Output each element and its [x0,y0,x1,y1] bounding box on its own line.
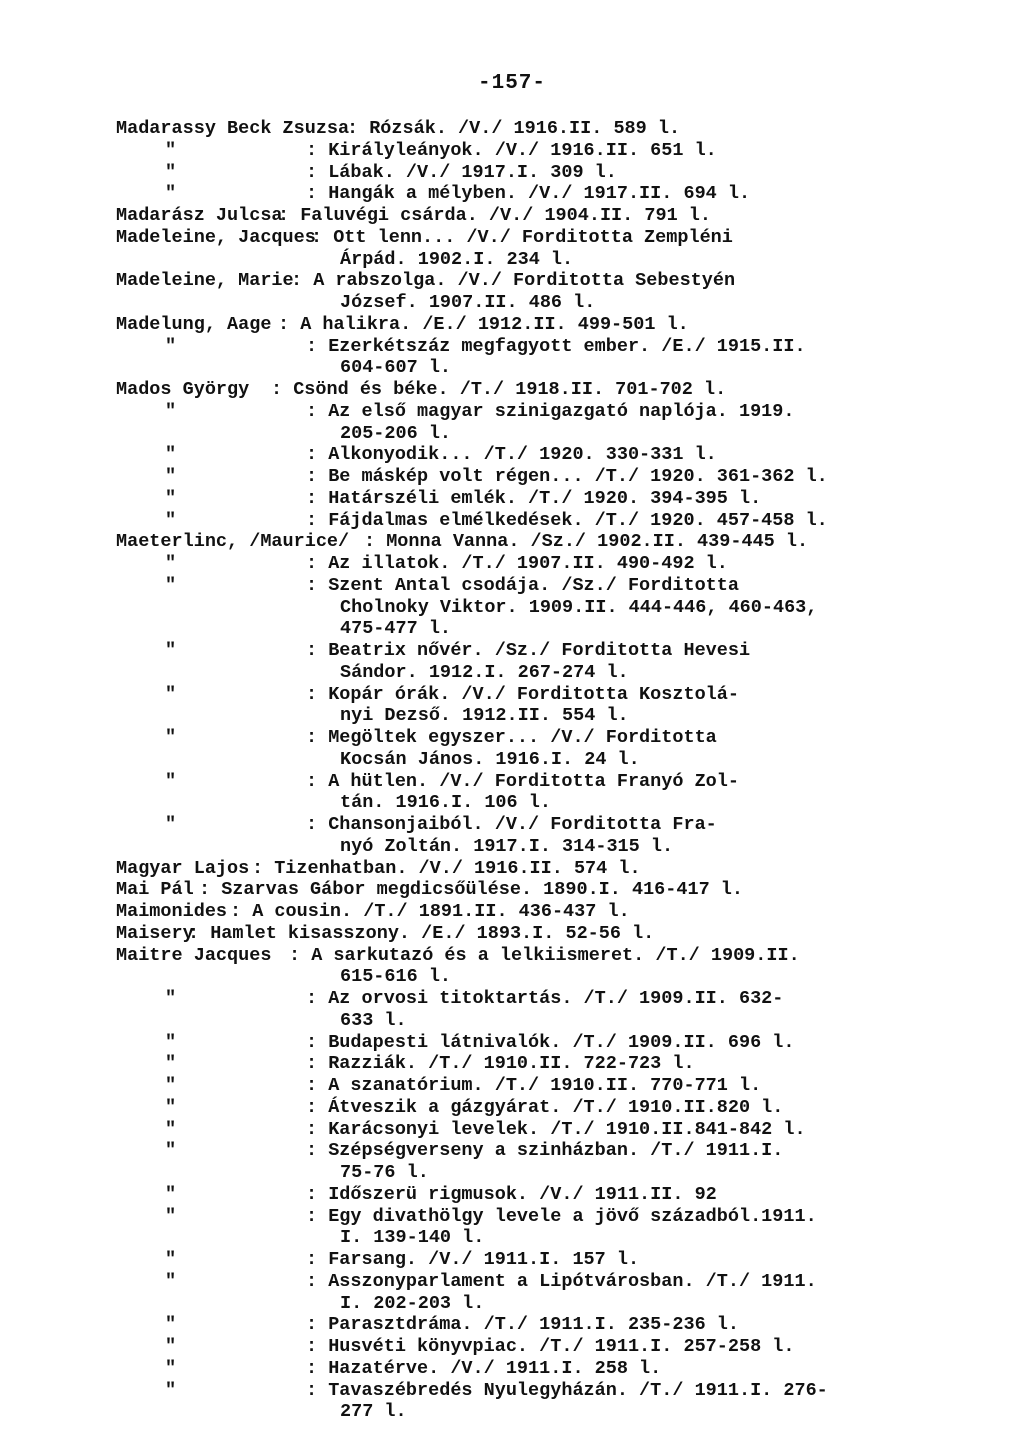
ditto-mark: " [165,640,177,661]
entry-line [0,1271,1024,1293]
entry-text: : Budapesti látnivalók. /T./ 1909.II. 696 l. [306,1031,795,1053]
entry-continuation: nyi Dezső. 1912.II. 554 l. [340,705,629,727]
entry-line [0,1314,1024,1336]
entry-line [0,466,1024,488]
entry-line [0,1010,1024,1032]
author-name: Maeterlinc, /Maurice/ [116,531,350,553]
entry-text: : A sarkutazó és a lelkiismeret. /T./ 1909.II. [289,944,800,966]
entry-continuation: József. 1907.II. 486 l. [340,292,596,313]
entry-line [0,531,1024,553]
ditto-mark: " [165,1075,177,1096]
ditto-mark: " [165,1118,177,1140]
entry-line [0,640,1024,662]
entry-line [0,1401,1024,1423]
page-number: -157- [477,72,546,95]
entry-continuation: 277 l. [340,1401,407,1423]
ditto-mark: " [165,335,177,357]
entry-line [0,879,1024,901]
entry-text: : Szent Antal csodája. /Sz./ Forditotta [306,574,739,596]
entry-text: : Parasztdráma. /T./ 1911.I. 235-236 l. [306,1314,739,1336]
entry-line [0,270,1024,292]
entry-line [0,749,1024,771]
entry-line [0,205,1024,227]
entry-text: : Határszéli emlék. /T./ 1920. 394-395 l. [306,487,762,509]
author-name: Mai Pál [116,879,194,901]
entry-continuation: Cholnoky Viktor. 1909.II. 444-446, 460-463, [340,596,818,618]
entry-text: : Tavaszébredés Nyulegyházán. /T./ 1911.I. 276- [306,1379,828,1401]
entry-text: : Fájdalmas elmélkedések. /T./ 1920. 457-458 l. [306,509,828,531]
entry-continuation: 475-477 l. [340,618,452,640]
entry-line [0,118,1024,140]
entry-line [0,662,1024,684]
entry-line [0,1336,1024,1358]
ditto-mark: " [165,1314,177,1336]
entry-text: : Tizenhatban. /V./ 1916.II. 574 l. [252,857,641,879]
author-name: Madeleine, Marie [116,270,294,292]
author-name: Madarassy Beck Zsuzsa [116,118,350,139]
entry-line [0,923,1024,945]
entry-text: : Beatrix nővér. /Sz./ Forditotta Hevesi [306,640,751,661]
ditto-mark: " [165,1357,177,1379]
entry-line [0,1053,1024,1075]
entry-line [0,814,1024,836]
entry-text: : Faluvégi csárda. /V./ 1904.II. 791 l. [278,205,711,226]
entry-line [0,1119,1024,1141]
ditto-mark: " [165,1031,177,1053]
ditto-mark: " [165,1183,177,1205]
entry-line [0,988,1024,1010]
entry-text: : Az orvosi titoktartás. /T./ 1909.II. 632- [306,988,784,1009]
ditto-mark: " [165,770,177,792]
author-name: Maitre Jacques [116,944,272,966]
entry-continuation: 205-206 l. [340,422,452,444]
entry-line [0,1075,1024,1097]
entry-text: : Hazatérve. /V./ 1911.I. 258 l. [306,1357,662,1379]
entry-text: : Monna Vanna. /Sz./ 1902.II. 439-445 l. [364,531,809,553]
entry-line [0,1206,1024,1228]
entry-continuation: nyó Zoltán. 1917.I. 314-315 l. [340,835,674,857]
ditto-mark: " [165,988,177,1009]
entry-line [0,379,1024,401]
entry-line [0,140,1024,162]
author-name: Maimonides [116,901,228,922]
entry-line [0,966,1024,988]
entry-text: : A halikra. /E./ 1912.II. 499-501 l. [278,313,689,335]
entry-text: : Chansonjaiból. /V./ Forditotta Fra- [306,814,717,835]
entry-line [0,510,1024,532]
ditto-mark: " [165,183,177,205]
entry-line [0,336,1024,358]
author-name: Madeleine, Jacques [116,226,316,248]
entry-continuation: I. 139-140 l. [340,1227,485,1249]
entry-line [0,705,1024,727]
entry-line [0,901,1024,923]
entry-line [0,1097,1024,1119]
entry-line [0,227,1024,249]
entry-line [0,1184,1024,1206]
entry-text: : Farsang. /V./ 1911.I. 157 l. [306,1249,640,1270]
ditto-mark: " [165,814,177,835]
entry-line [0,401,1024,423]
entry-line [0,597,1024,619]
entry-text: : Hamlet kisasszony. /E./ 1893.I. 52-56 l. [188,922,655,944]
entry-text: : Alkonyodik... /T./ 1920. 330-331 l. [306,444,717,466]
bibliography-list [0,118,1024,1423]
entry-line [0,945,1024,967]
entry-continuation: 604-607 l. [340,357,452,379]
author-name: Maisery [116,922,194,944]
entry-text: : Ott lenn... /V./ Forditotta Zempléni [311,226,733,248]
entry-line [0,162,1024,184]
entry-line [0,553,1024,575]
ditto-mark: " [165,1205,177,1227]
entry-text: : Az első magyar szinigazgató naplója. 1919. [306,400,795,422]
entry-text: : Szépségverseny a szinházban. /T./ 1911.I. [306,1140,784,1162]
author-name: Madelung, Aage [116,313,272,335]
entry-line [0,618,1024,640]
entry-text: : A rabszolga. /V./ Forditotta Sebestyén [291,270,736,292]
entry-text: : Átveszik a gázgyárat. /T./ 1910.II.820 l. [306,1096,784,1118]
entry-continuation: Kocsán János. 1916.I. 24 l. [340,748,640,770]
entry-line [0,357,1024,379]
entry-text: : Az illatok. /T./ 1907.II. 490-492 l. [306,553,728,574]
ditto-mark: " [165,1140,177,1162]
entry-line [0,575,1024,597]
entry-line [0,444,1024,466]
entry-text: : Csönd és béke. /T./ 1918.II. 701-702 l. [271,379,727,400]
entry-continuation: 75-76 l. [340,1162,429,1183]
entry-continuation: 615-616 l. [340,966,452,988]
entry-text: : A hütlen. /V./ Forditotta Franyó Zol- [306,770,739,792]
entry-text: : Be máskép volt régen... /T./ 1920. 361-362 l. [306,466,828,487]
entry-line [0,771,1024,793]
ditto-mark: " [165,487,177,509]
entry-line [0,292,1024,314]
ditto-mark: " [165,1270,177,1292]
entry-line [0,836,1024,858]
entry-text: : Hangák a mélyben. /V./ 1917.II. 694 l. [306,183,751,205]
entry-line [0,1358,1024,1380]
entry-line [0,1249,1024,1271]
entry-line [0,1380,1024,1402]
entry-line [0,1293,1024,1315]
entry-text: : Karácsonyi levelek. /T./ 1910.II.841-842 l. [306,1118,806,1140]
entry-line [0,684,1024,706]
author-name: Magyar Lajos [116,857,250,879]
entry-line [0,1140,1024,1162]
entry-line [0,314,1024,336]
author-name: Madarász Julcsa [116,205,283,226]
entry-text: : A szanatórium. /T./ 1910.II. 770-771 l. [306,1075,762,1096]
entry-text: : Razziák. /T./ 1910.II. 722-723 l. [306,1053,695,1075]
ditto-mark: " [165,574,177,596]
entry-text: : Királyleányok. /V./ 1916.II. 651 l. [306,139,717,161]
entry-continuation: I. 202-203 l. [340,1292,485,1314]
author-name: Mados György [116,379,250,400]
entry-line [0,1162,1024,1184]
ditto-mark: " [165,139,177,161]
entry-line [0,1032,1024,1054]
entry-text: : Lábak. /V./ 1917.I. 309 l. [306,161,617,183]
ditto-mark: " [165,1249,177,1270]
ditto-mark: " [165,1379,177,1401]
entry-line [0,423,1024,445]
ditto-mark: " [165,509,177,531]
ditto-mark: " [165,466,177,487]
entry-text: : Szarvas Gábor megdicsőülése. 1890.I. 416-417 l. [199,879,743,901]
entry-text: : Rózsák. /V./ 1916.II. 589 l. [347,118,681,139]
entry-line [0,727,1024,749]
entry-line [0,858,1024,880]
entry-continuation: tán. 1916.I. 106 l. [340,792,551,814]
entry-continuation: Sándor. 1912.I. 267-274 l. [340,661,629,683]
ditto-mark: " [165,1053,177,1075]
entry-line [0,792,1024,814]
entry-line [0,249,1024,271]
ditto-mark: " [165,444,177,466]
ditto-mark: " [165,553,177,574]
entry-line [0,488,1024,510]
ditto-mark: " [165,1336,177,1357]
entry-text: : Egy divathölgy levele a jövő századból.1911. [306,1205,817,1227]
entry-text: : A cousin. /T./ 1891.II. 436-437 l. [230,901,630,922]
ditto-mark: " [165,400,177,422]
entry-text: : Megöltek egyszer... /V./ Forditotta [306,727,717,748]
entry-line [0,1227,1024,1249]
ditto-mark: " [165,727,177,748]
entry-text: : Kopár órák. /V./ Forditotta Kosztolá- [306,683,739,705]
entry-text: : Ezerkétszáz megfagyott ember. /E./ 1915.II. [306,335,806,357]
ditto-mark: " [165,161,177,183]
entry-line [0,183,1024,205]
entry-text: : Asszonyparlament a Lipótvárosban. /T./ 1911. [306,1270,817,1292]
ditto-mark: " [165,1096,177,1118]
entry-continuation: 633 l. [340,1009,407,1031]
entry-text: : Husvéti könyvpiac. /T./ 1911.I. 257-258 l. [306,1336,795,1357]
entry-text: : Időszerü rigmusok. /V./ 1911.II. 92 [306,1183,717,1205]
entry-continuation: Árpád. 1902.I. 234 l. [340,248,574,270]
ditto-mark: " [165,683,177,705]
